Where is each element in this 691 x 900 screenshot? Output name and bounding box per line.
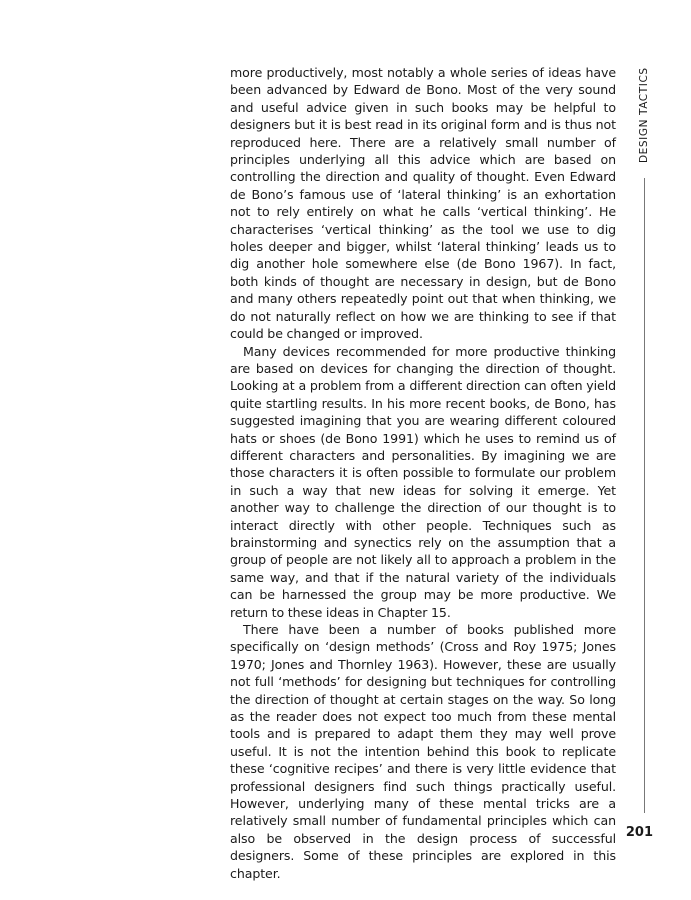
- paragraph-1: more productively, most notably a whole series of ideas have been advanced by Edward de Bono. Most of the very sound and useful advice given in such books may be helpful to designers but it is best read in its original form and is thus not reproduced here. There are a relatively small number of principles underlying all this advice which are based on controlling the direction and quality of thought. Even Edward de Bono’s famous use of ‘lateral thinking’ is an exhortation not to rely entirely on what he calls ‘vertical thinking’. He characterises ‘vertical thinking’ as the tool we use to dig holes deeper and bigger, whilst ‘lateral thinking’ leads us to dig another hole somewhere else (de Bono 1967). In fact, both kinds of thought are necessary in design, but de Bono and many others repeatedly point out that when thinking, we do not naturally reflect on how we are thinking to see if that could be changed or improved.: [230, 65, 616, 342]
- paragraph-3: There have been a number of books published more specifically on ‘design methods’ (Cross and Roy 1975; Jones 1970; Jones and Thornley 1963). However, these are usually not full ‘methods’ for designing but techniques for controlling the direction of thought at certain stages on the way. So long as the reader does not expect too much from these mental tools and is prepared to adapt them they may well prove useful. It is not the intention behind this book to replicate these ‘cognitive recipes’ and there is very little evidence that professional designers find such things practically useful. However, underlying many of these mental tricks are a relatively small number of fundamental principles which can also be observed in the design process of successful designers. Some of these principles are explored in this chapter.: [230, 622, 616, 881]
- running-head: DESIGN TACTICS: [638, 67, 650, 163]
- body-text: [230, 64, 616, 882]
- paragraph-2: Many devices recommended for more productive thinking are based on devices for changing the direction of thought. Looking at a problem from a different direction can often yield quite startling results. In his more recent books, de Bono, has suggested imagining that you are wearing different coloured hats or shoes (de Bono 1991) which he uses to remind us of different characters and personalities. By imagining we are those characters it is often possible to formulate our problem in such a way that new ideas for solving it emerge. Yet another way to challenge the direction of our thought is to interact directly with other people. Techniques such as brainstorming and synectics rely on the assumption that a group of people are not likely all to approach a problem in the same way, and that if the natural variety of the individuals can be harnessed the group may be more productive. We return to these ideas in Chapter 15.: [230, 343, 616, 620]
- page-number: 201: [625, 825, 653, 840]
- running-head-rule: [644, 178, 645, 813]
